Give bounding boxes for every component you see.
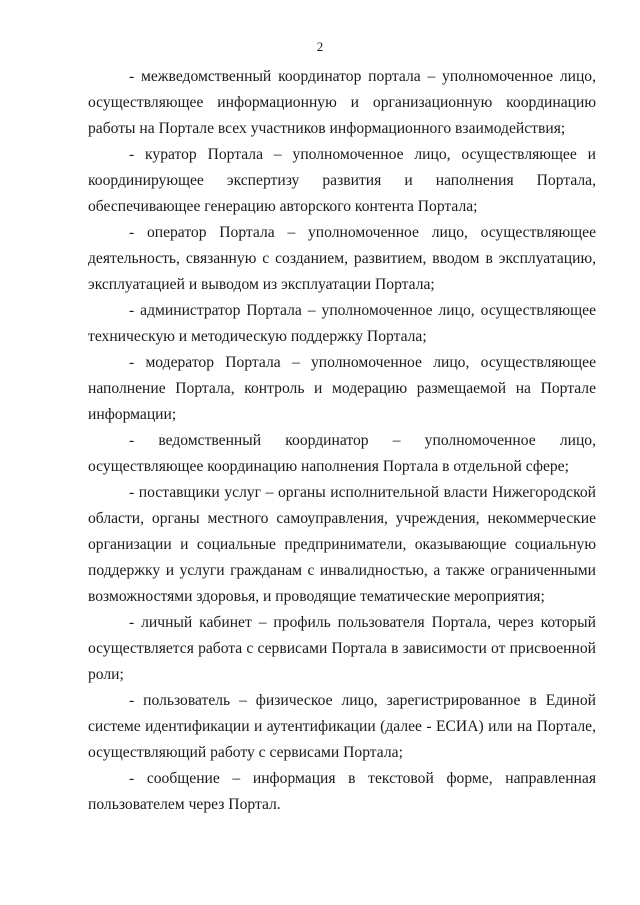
definition-paragraph: - поставщики услуг – органы исполнительной власти Нижегородской области, органы местного самоуправления, учреждения, некоммерческие организации и социальные предприниматели, оказывающие социальную поддержку и услуги гражданам с инвалидностью, а также ограниченными возможностями здоровья, и проводящие тематические мероприятия;	[88, 484, 596, 605]
definition-paragraph: - сообщение – информация в текстовой форме, направленная пользователем через Портал.	[88, 770, 596, 813]
document-body	[88, 64, 596, 818]
definition-paragraph: - межведомственный координатор портала – уполномоченное лицо, осуществляющее информационную и организационную координацию работы на Портале всех участников информационного взаимодействия;	[88, 68, 596, 137]
definition-paragraph: - куратор Портала – уполномоченное лицо, осуществляющее и координирующее экспертизу развития и наполнения Портала, обеспечивающее генерацию авторского контента Портала;	[88, 146, 596, 215]
definition-paragraph: - ведомственный координатор – уполномоченное лицо, осуществляющее координацию наполнения Портала в отдельной сфере;	[88, 432, 596, 475]
definition-paragraph: - пользователь – физическое лицо, зарегистрированное в Единой системе идентификации и аутентификации (далее - ЕСИА) или на Портале, осуществляющий работу с сервисами Портала;	[88, 692, 596, 761]
definition-paragraph: - оператор Портала – уполномоченное лицо, осуществляющее деятельность, связанную с созданием, развитием, вводом в эксплуатацию, эксплуатацией и выводом из эксплуатации Портала;	[88, 224, 596, 293]
definition-paragraph: - администратор Портала – уполномоченное лицо, осуществляющее техническую и методическую поддержку Портала;	[88, 302, 596, 345]
definition-paragraph: - личный кабинет – профиль пользователя Портала, через который осуществляется работа с сервисами Портала в зависимости от присвоенной роли;	[88, 614, 596, 683]
page-number: 2	[316, 39, 324, 54]
definition-paragraph: - модератор Портала – уполномоченное лицо, осуществляющее наполнение Портала, контроль и модерацию размещаемой на Портале информации;	[88, 354, 596, 423]
